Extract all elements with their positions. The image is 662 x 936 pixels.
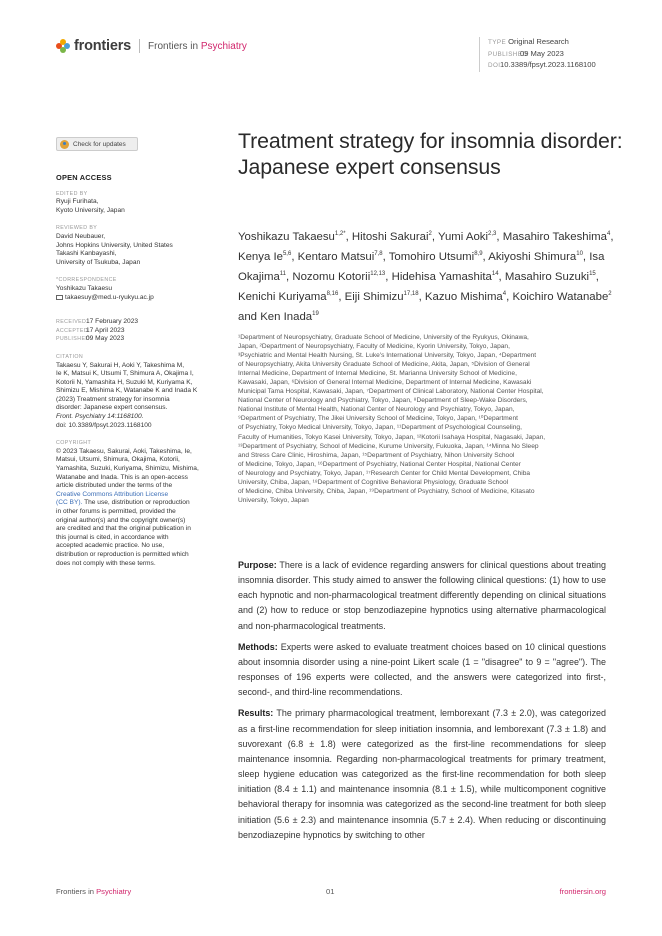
author-affiliation-marker: 17,18	[403, 291, 419, 298]
article-type: Original Research	[508, 37, 569, 46]
author-affiliation-marker: 4	[606, 231, 611, 237]
correspondence-name: Yoshikazu Takaesu	[56, 284, 113, 292]
author-name: Tomohiro Utsumi	[388, 250, 475, 263]
citation-heading: CITATION	[56, 353, 84, 360]
author-name: Hidehisa Yamashita	[391, 270, 492, 283]
copyright-heading: COPYRIGHT	[56, 440, 92, 447]
frontiers-flower-icon	[56, 39, 70, 53]
brand-name: frontiers	[74, 38, 132, 54]
article-title: Treatment strategy for insomnia disorder: Japanese expert consensus	[238, 129, 623, 180]
footer-journal: Frontiers in Psychiatry	[56, 887, 132, 896]
author-affiliation-marker: 15	[589, 271, 596, 278]
author-name: Isa Okajima	[238, 250, 605, 283]
author-name: Hitoshi Sakurai	[351, 230, 429, 243]
affiliation-line: Faculty of Humanities, Tokyo Kasei University, Tokyo, Japan, ¹²Kotorii Isahaya Hospital, Nagasaki, Japan,	[238, 433, 546, 441]
author-and: and	[238, 311, 258, 324]
author-affiliation-marker: 2	[428, 231, 432, 237]
reviewer-line: David Neubauer,	[56, 232, 106, 240]
received-date: 17 February 2023	[86, 318, 139, 326]
footer-site-link[interactable]: frontiersin.org	[559, 887, 606, 896]
reviewed-by-heading: REVIEWED BY	[56, 225, 98, 232]
affiliation-line: University, Chiba, Japan, ¹⁸Department of Cognitive Behavioral Physiology, Graduate School	[238, 478, 509, 486]
author-affiliation-marker: 7,8	[374, 251, 383, 258]
page-number: 01	[326, 887, 335, 896]
affiliation-line: ³Psychiatric and Mental Health Nursing, St. Luke's International University, Tokyo, Japan, ⁴Department	[238, 352, 537, 360]
author-affiliation-marker: 4	[502, 291, 507, 298]
affiliation-line: of Medicine, Tokyo, Japan, ¹⁶Department of Psychiatry, National Center Hospital, National Center	[238, 460, 521, 468]
correspondence-email[interactable]: takaesuy@med.u-ryukyu.ac.jp	[56, 294, 228, 303]
correspondence-heading: *CORRESPONDENCE	[56, 277, 117, 284]
affiliation-line: of Neurology and Psychiatry, Tokyo, Japan, ¹⁷Research Center for Child Mental Development, Chiba	[238, 469, 531, 477]
affiliation-line: University, Tokyo, Japan	[238, 496, 309, 504]
abstract-purpose: Purpose: There is a lack of evidence regarding answers for clinical questions about treating insomnia disorder. This study aimed to answer the following clinical questions: (1) how to use each hypnotic and non-pharmacological treatment differently depending on clinical situations and (2) how to reduce or stop benzodiazepine hypnotics using alternative pharmacological and non-pharmacological treatments.	[238, 560, 606, 631]
article-meta: TYPE Original Research PUBLISHED09 May 2023 DOI10.3389/fpsyt.2023.1168100	[479, 37, 596, 72]
accepted-date: 17 April 2023	[86, 326, 125, 334]
reviewer-line: University of Tsukuba, Japan	[56, 258, 141, 266]
author-name: Eiji Shimizu	[344, 291, 404, 304]
affiliations	[238, 333, 610, 505]
article-dates: RECEIVED17 February 2023 ACCEPTED17 April 2023 PUBLISHED09 May 2023	[56, 318, 139, 343]
check-for-updates-button[interactable]: Check for updates	[56, 137, 138, 151]
frontiers-logo[interactable]	[56, 38, 247, 54]
author-affiliation-marker: 8,9	[474, 251, 483, 258]
author-name: Kentaro Matsui	[297, 250, 375, 263]
journal-name: Frontiers in Psychiatry	[148, 40, 247, 52]
author-name: Yumi Aoki	[438, 230, 489, 243]
author-name: Nozomu Kotorii	[292, 270, 371, 283]
affiliation-line: Kawasaki, Japan, ⁶Division of General Internal Medicine, Department of Internal Medicine, Kawasaki	[238, 379, 532, 387]
author-list: Yoshikazu Takaesu$^{1,2*}$, Hitoshi Sakurai$^2$, Yumi Aoki$^{2,3}$, Masahiro Takeshima$^4$, Kenya Ie$^{5,6}$, Kentaro Matsui$^{7,8}$, Tomohiro Utsumi$^{8,9}$, Akiyoshi Shimura$^{10}$, Isa Okajima$^{11}$, Nozomu Kotorii$^{12,13}$, Hidehisa Yamashita$^{14}$, Masahiro Suzuki$^{15}$, Kenichi Kuriyama$^{8,16}$, Eiji Shimizu$^{17,18}$, Kazuo Mishima$^4$, Koichiro Watanabe$^2$ and Ken Inada$^{19}$	[238, 230, 614, 324]
author-name: Kenichi Kuriyama	[238, 291, 327, 304]
affiliation-line: and Stress Care Clinic, Hiroshima, Japan, ¹⁵Department of Psychiatry, Nihon University School	[238, 451, 515, 459]
reviewer-line: Johns Hopkins University, United States	[56, 241, 173, 249]
license-link[interactable]: Creative Commons Attribution License	[56, 490, 169, 498]
affiliation-line: National Center of Neurology and Psychiatry, Tokyo, Japan, ⁸Department of Sleep-Wake Disorders,	[238, 397, 528, 405]
author-affiliation-marker: 5,6	[282, 251, 292, 258]
author-name: Akiyoshi Shimura	[488, 250, 577, 263]
editor-line: Ryuji Furihata,	[56, 198, 99, 206]
author-affiliation-marker: 1,2*	[334, 231, 346, 237]
crossmark-icon	[60, 140, 69, 149]
reviewer-line: Takashi Kanbayashi,	[56, 250, 117, 258]
header-divider	[139, 39, 140, 53]
author-affiliation-marker: 10	[576, 251, 583, 258]
author-name: Masahiro Suzuki	[504, 270, 590, 283]
cc-by-link[interactable]: (CC BY).	[56, 499, 83, 507]
author-name: Kazuo Mishima	[424, 291, 503, 304]
affiliation-line: of Neuropsychiatry, Akita University Graduate School of Medicine, Akita, Japan, ⁵Division of General	[238, 361, 530, 369]
affiliation-line: Municipal Tama Hospital, Kawasaki, Japan, ⁷Department of Clinical Laboratory, National Center Hospital,	[238, 388, 544, 396]
affiliation-line: Internal Medicine, Department of Internal Medicine, St. Marianna University School of Medicine,	[238, 370, 517, 378]
mail-icon	[56, 295, 63, 300]
author-affiliation-marker: 19	[312, 311, 319, 318]
author-name: Ken Inada	[260, 311, 313, 324]
author-name: Kenya Ie	[238, 250, 283, 263]
copyright-text: © 2023 Takaesu, Sakurai, Aoki, Takeshima, Ie, Matsui, Utsumi, Shimura, Okajima, Kotorii, Yamashita, Suzuki, Kuriyama, Shimizu, Mishima, Watanabe and Inada. This is an open-access article distributed under the terms of the Creative Commons Attribution License (CC BY). The use, distribution or reproduction in other forums is permitted, provided the original author(s) and the copyright owner(s) are credited and that the original publication in this journal is cited, in accordance with accepted academic practice. No use, distribution or reproduction is permitted which does not comply with these terms.	[56, 447, 199, 567]
author-affiliation-marker: 8,16	[326, 291, 339, 298]
affiliation-line: ¹Department of Neuropsychiatry, Graduate School of Medicine, University of the Ryukyus, Okinawa,	[238, 334, 529, 341]
abstract	[238, 558, 606, 849]
affiliation-line: of Medicine, Chiba University, Chiba, Japan, ¹⁹Department of Psychiatry, School of Medicine, Kitasato	[238, 487, 535, 495]
affiliation-line: ¹³Department of Psychiatry, School of Medicine, Kurume University, Fukuoka, Japan, ¹⁴Minna No Sleep	[238, 442, 539, 450]
sidebar-published-date: 09 May 2023	[86, 335, 125, 343]
affiliation-line: of Psychiatry, Tokyo Medical University, Tokyo, Japan, ¹¹Department of Psychological Counseling,	[238, 424, 522, 432]
affiliation-line: National Institute of Mental Health, National Center of Neurology and Psychiatry, Tokyo, Japan,	[238, 406, 515, 414]
author-name: Koichiro Watanabe	[512, 291, 609, 304]
citation-text: Takaesu Y, Sakurai H, Aoki Y, Takeshima M, Ie K, Matsui K, Utsumi T, Shimura A, Okajima I, Kotorii N, Yamashita H, Suzuki M, Kuriyama K, Shimizu E, Mishima K, Watanabe K and Inada K (2023) Treatment strategy for insomnia disorder: Japanese expert consensus. Front. Psychiatry 14:1168100. doi: 10.3389/fpsyt.2023.1168100	[56, 361, 198, 429]
author-affiliation-marker: 2,3	[488, 231, 497, 237]
doi[interactable]: 10.3389/fpsyt.2023.1168100	[500, 60, 596, 70]
edited-by-heading: EDITED BY	[56, 190, 88, 197]
author-name: Yoshikazu Takaesu	[238, 230, 335, 243]
author-affiliation-marker: 11	[279, 271, 287, 278]
author-affiliation-marker: 14	[491, 271, 499, 278]
published-date: 09 May 2023	[520, 48, 564, 58]
abstract-methods: Methods: Experts were asked to evaluate treatment choices based on 10 clinical questions about insomnia disorder using a nine-point Likert scale (1 = "disagree" to 9 = "agree"). The responses of 196 experts were collected, and the answers were categorized into first-, second-, and third-line recommendations.	[238, 641, 606, 698]
author-affiliation-marker: 12,13	[370, 271, 386, 278]
affiliation-line: Japan, ²Department of Neuropsychiatry, Faculty of Medicine, Kyorin University, Tokyo, Japan,	[238, 343, 510, 351]
author-affiliation-marker: 2	[608, 291, 612, 298]
author-name: Masahiro Takeshima	[502, 230, 607, 243]
editor-line: Kyoto University, Japan	[56, 206, 125, 214]
open-access-label: OPEN ACCESS	[56, 173, 112, 182]
abstract-results: Results: The primary pharmacological treatment, lemborexant (7.3 ± 2.0), was categorized as a first-line recommendation for sleep initiation insomnia, and lemborexant (7.3 ± 1.8) and suvorexant (6.8 ± 1.8) were categorized as the first-line recommendations for sleep maintenance insomnia. Regarding non-pharmacological treatments for primary treatment, sleep hygiene education was categorized as the first-line recommendation for both sleep initiation (8.4 ± 1.1) and maintenance insomnia (8.1 ± 1.5), while multicomponent cognitive behavioral therapy for insomnia was categorized as the second-line treatment for both sleep initiation (5.6 ± 2.3) and maintenance insomnia (5.7 ± 2.4). When reducing or discontinuing benzodiazepine hypnotics by switching to other	[238, 708, 606, 840]
affiliation-line: ⁹Department of Psychiatry, The Jikei University School of Medicine, Tokyo, Japan, ¹⁰Department	[238, 415, 518, 423]
article-sidebar	[56, 174, 228, 568]
